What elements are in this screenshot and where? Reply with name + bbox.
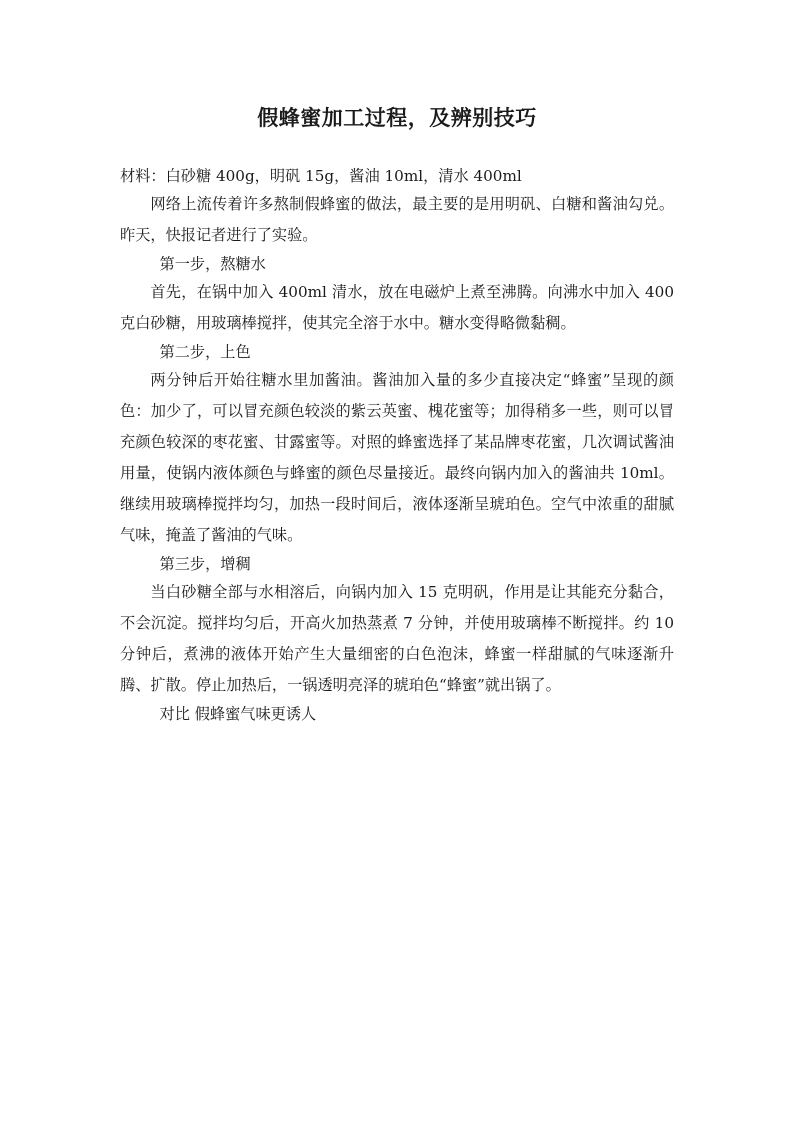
step2-paragraph: 两分钟后开始往糖水里加酱油。酱油加入量的多少直接决定“蜂蜜”呈现的颜色：加少了，可以冒充颜色较淡的紫云英蜜、槐花蜜等；加得稍多一些，则可以冒充颜色较深的枣花蜜、甘露蜜等。对照的蜂蜜选择了某品牌枣花蜜，几次调试酱油用量，使锅内液体颜色与蜂蜜的颜色尽量接近。最终向锅内加入的酱油共 10ml。继续用玻璃棒搅拌均匀，加热一段时间后，液体逐渐呈琥珀色。空气中浓重的甜腻气味，掩盖了酱油的气味。 bbox=[120, 371, 674, 544]
step3-heading: 第三步，增稠 bbox=[159, 555, 251, 573]
document-title: 假蜂蜜加工过程，及辨别技巧 bbox=[257, 105, 537, 130]
step1-paragraph: 首先，在锅中加入 400ml 清水，放在电磁炉上煮至沸腾。向沸水中加入 400 克白砂糖，用玻璃棒搅拌，使其完全溶于水中。糖水变得略微黏稠。 bbox=[120, 283, 674, 332]
intro-paragraph: 网络上流传着许多熬制假蜂蜜的做法，最主要的是用明矾、白糖和酱油勾兑。昨天，快报记者进行了实验。 bbox=[120, 195, 674, 244]
materials-line: 材料：白砂糖 400g，明矾 15g，酱油 10ml，清水 400ml bbox=[120, 167, 522, 185]
step3-paragraph: 当白砂糖全部与水相溶后，向锅内加入 15 克明矾，作用是让其能充分黏合，不会沉淀。搅拌均匀后，开高火加热蒸煮 7 分钟，并使用玻璃棒不断搅拌。约 10 分钟后，煮沸的液体开始产生大量细密的白色泡沫，蜂蜜一样甜腻的气味逐渐升腾、扩散。停止加热后，一锅透明亮泽的琥珀色“蜂蜜”就出锅了。 bbox=[120, 583, 674, 694]
compare-heading: 对比 假蜂蜜气味更诱人 bbox=[159, 705, 317, 723]
step2-heading: 第二步，上色 bbox=[159, 343, 251, 361]
step1-heading: 第一步，熬糖水 bbox=[159, 255, 266, 273]
